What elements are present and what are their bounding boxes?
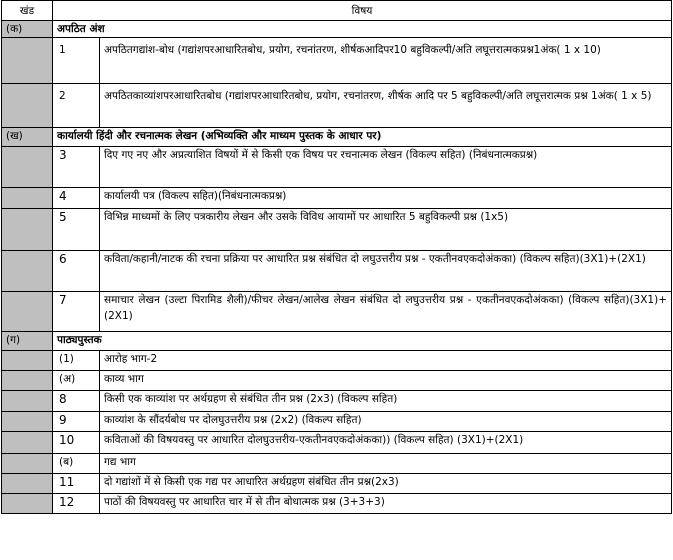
section-row	[2, 332, 672, 351]
table-row	[2, 474, 672, 494]
section-label: (क)	[2, 21, 53, 38]
khand-cell	[2, 292, 53, 332]
item-text: पाठों की विषयवस्तु पर आधारित चार में से तीन बोधात्मक प्रश्न (3+3+3)	[100, 494, 672, 514]
item-number: 7	[53, 292, 100, 332]
khand-cell	[2, 251, 53, 292]
item-text: कार्यालयी पत्र (विकल्प सहित)(निबंधनात्मकप्रश्न)	[100, 188, 672, 209]
item-text: दो गद्यांशों में से किसी एक गद्य पर आधारित अर्थग्रहण संबंधित तीन प्रश्न(2x3)	[100, 474, 672, 494]
item-number: 2	[53, 84, 100, 128]
section-row	[2, 128, 672, 147]
item-text: अपठितकाव्यांशपरआधारितबोध (गद्यांशपरआधारितबोध, प्रयोग, रचनांतरण, शीर्षक आदि पर 5 बहुविकल्पी/अति लघूत्तरात्मक प्रश्न 1अंक( 1 x 5)	[100, 84, 672, 128]
item-text: आरोह भाग-2	[100, 351, 672, 371]
khand-cell	[2, 432, 53, 454]
section-label: (ख)	[2, 128, 53, 147]
item-number: 11	[53, 474, 100, 494]
khand-cell	[2, 474, 53, 494]
table-row	[2, 391, 672, 412]
table-row	[2, 454, 672, 474]
table-row	[2, 147, 672, 188]
item-number: 3	[53, 147, 100, 188]
item-text: गद्य भाग	[100, 454, 672, 474]
table-row	[2, 188, 672, 209]
item-number: 1	[53, 38, 100, 84]
table-row	[2, 412, 672, 432]
header-khand: खंड	[2, 1, 53, 21]
table-row	[2, 351, 672, 371]
table-row	[2, 251, 672, 292]
khand-cell	[2, 147, 53, 188]
item-text: काव्यांश के सौंदर्यबोध पर दोलघुउत्तरीय प्रश्न (2x2) (विकल्प सहित)	[100, 412, 672, 432]
item-number: 12	[53, 494, 100, 514]
khand-cell	[2, 188, 53, 209]
syllabus-table	[1, 0, 672, 514]
item-number: 9	[53, 412, 100, 432]
item-text: कविता/कहानी/नाटक की रचना प्रक्रिया पर आधारित प्रश्न संबंधित दो लघुउत्तरीय प्रश्न - एकतीनवएकदोअंकका) (विकल्प सहित)(3X1)+(2X1)	[100, 251, 672, 292]
item-text: किसी एक काव्यांश पर अर्थग्रहण से संबंधित तीन प्रश्न (2x3) (विकल्प सहित)	[100, 391, 672, 412]
section-title: पाठ्यपुस्तक	[53, 332, 672, 351]
khand-cell	[2, 209, 53, 251]
section-row	[2, 21, 672, 38]
khand-cell	[2, 351, 53, 371]
item-number: 6	[53, 251, 100, 292]
item-text: समाचार लेखन (उल्टा पिरामिड शैली)/फीचर लेखन/आलेख लेखन संबंधित दो लघुउत्तरीय प्रश्न - एकतीनवएकदोअंकका) (विकल्प सहित)(3X1)+(2X1)	[100, 292, 672, 332]
table-row	[2, 432, 672, 454]
table-row	[2, 292, 672, 332]
section-title: अपठित अंश	[53, 21, 672, 38]
item-text: अपठितगद्यांश-बोध (गद्यांशपरआधारितबोध, प्रयोग, रचनांतरण, शीर्षकआदिपर10 बहुविकल्पी/अति लघूत्तरात्मकप्रश्न1अंक( 1 x 10)	[100, 38, 672, 84]
section-title: कार्यालयी हिंदी और रचनात्मक लेखन (अभिव्यक्ति और माध्यम पुस्तक के आधार पर)	[53, 128, 672, 147]
khand-cell	[2, 412, 53, 432]
item-number: 5	[53, 209, 100, 251]
khand-cell	[2, 391, 53, 412]
item-text: कविताओं की विषयवस्तु पर आधारित दोलघुउत्तरीय-एकतीनवएकदोअंकका)) (विकल्प सहित) (3X1)+(2X1)	[100, 432, 672, 454]
khand-cell	[2, 494, 53, 514]
table-row	[2, 209, 672, 251]
section-label: (ग)	[2, 332, 53, 351]
item-number: 10	[53, 432, 100, 454]
item-text: काव्य भाग	[100, 371, 672, 391]
khand-cell	[2, 38, 53, 84]
item-number: (1)	[53, 351, 100, 371]
item-number: 8	[53, 391, 100, 412]
item-text: विभिन्न माध्यमों के लिए पत्रकारीय लेखन और उसके विविध आयामों पर आधारित 5 बहुविकल्पी प्रश्न (1x5)	[100, 209, 672, 251]
table-row	[2, 38, 672, 84]
khand-cell	[2, 371, 53, 391]
khand-cell	[2, 84, 53, 128]
table-row	[2, 494, 672, 514]
item-number: (ब)	[53, 454, 100, 474]
item-number: (अ)	[53, 371, 100, 391]
item-number: 4	[53, 188, 100, 209]
item-text: दिए गए नए और अप्रत्याशित विषयों में से किसी एक विषय पर रचनात्मक लेखन (विकल्प सहित) (निबंधनात्मकप्रश्न)	[100, 147, 672, 188]
table-row	[2, 371, 672, 391]
header-row	[2, 1, 672, 21]
table-row	[2, 84, 672, 128]
khand-cell	[2, 454, 53, 474]
header-vishay: विषय	[53, 1, 672, 21]
